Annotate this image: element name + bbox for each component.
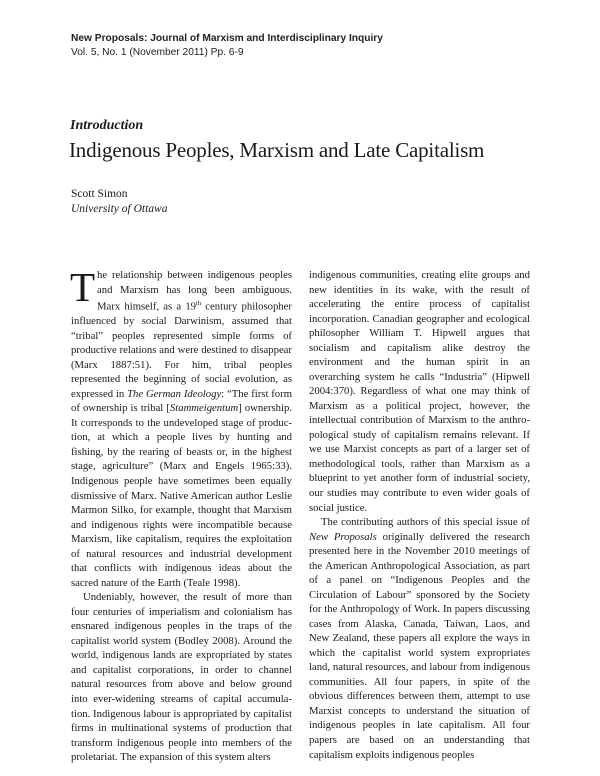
body-column-right [309, 268, 530, 762]
body-column-left [70, 264, 293, 765]
book-title: The German Ideology [127, 387, 222, 400]
drop-cap: T [70, 264, 96, 310]
author-name: Scott Simon [71, 188, 128, 200]
section-label: Introduction [70, 118, 144, 133]
paragraph-1 [70, 264, 293, 590]
paragraph-1-text: he relationship between indigenous peoples and Marxism has long been ambiguous. Marx himself, as a 19 [97, 269, 292, 313]
journal-title: New Proposals: Journal of Marxism and Interdisciplinary Inquiry [71, 33, 383, 44]
ordinal-suffix: th [196, 300, 202, 308]
paragraph-1-text: : “The first form of ownership is tribal [ [71, 387, 293, 415]
journal-issue: Vol. 5, No. 1 (November 2011) Pp. 6-9 [71, 47, 244, 58]
paragraph-3-text: The contributing authors of this special issue of [321, 516, 530, 529]
journal-name-inline: New Proposals [309, 530, 377, 543]
paragraph-3-text: originally delivered the research presented here in the November 2010 meetings of the American Anthropological Association, as part of a panel on “Indigenous Peoples and the Circulation of Labour” sponsored by the Society for the Anthropology of Work. In papers discussing cases from Alaska, Canada, Taiwan, Laos, and New Zealand, these papers all explore the ways in which the capitalist world system expropriates land, natural resources, and labour from indigenous communities. All four papers, in spite of the obvious differences between them, attempt to use Marxist concepts to understand the situation of indigenous peoples in late capitalism. All four papers are based on an understanding that capitalism exploits indigenous peoples [309, 530, 530, 761]
article-title: Indigenous Peoples, Marxism and Late Capitalism [69, 138, 485, 162]
paragraph-1-text: century philosopher influenced by social Darwinism, assumed that “tribal” peoples represented simple forms of productive relations and were destined to disappear (Marx 1887:51). For him, tribal peoples represented the beginning of social evolution, as expressed in [71, 300, 292, 400]
author-affiliation: University of Ottawa [71, 202, 168, 215]
paragraph-2: Undeniably, however, the result of more than four centuries of imperialism and colonialism has ensnared indigenous peoples in the traps of the capitalist world system (Bodley 2008). Around the world, indigenous lands are expropriated by states and capitalist corporations, in order to channel natural resources from above and below ground into ever-widening streams of capital accumulation. Indigenous labour is appropriated by capitalist firms in multinational systems of production that transform indigenous people into members of the proletariat. The expansion of this system alters [71, 591, 292, 764]
paragraph-2-continued: indigenous communities, creating elite groups and new identities in its wake, with the result of accelerating the entire process of capitalist incorporation. Canadian geographer and ecological philosopher William T. Hipwell argues that socialism and capitalism alike destroy the environment and the human spirit in an overarching system he calls “Industria” (Hipwell 2004:370). Regardless of what one may think of Marxism as a political project, however, the intellectual contribution of Marxism to the anthropological study of capitalism remains relevant. If we use Marxist concepts as part of a larger set of methodological tools, rather than Marxism as a blueprint to yet another form of industrial society, our studies may contribute to even wider goals of social justice. [309, 269, 530, 514]
author-block [71, 187, 167, 216]
paragraph-1-text: ] ownership. It corresponds to the undeveloped stage of production, at which a people lives by hunting and fishing, by the rearing of beasts or, in the highest stage, agriculture” (Marx and Engels 1965:33). Indigenous people have sometimes been equally dismissive of Marx. Native American author Leslie Marmon Silko, for example, thought that Marxism and indigenous rights were incompatible because Marxism, like capitalism, requires the exploitation of natural resources and industrial development that conflicts with indigenous ideas about the sacred nature of the Earth (Teale 1998). [71, 402, 292, 589]
journal-header [71, 32, 383, 60]
german-term: Stammeigentum [169, 402, 239, 415]
paragraph-3 [309, 515, 530, 762]
